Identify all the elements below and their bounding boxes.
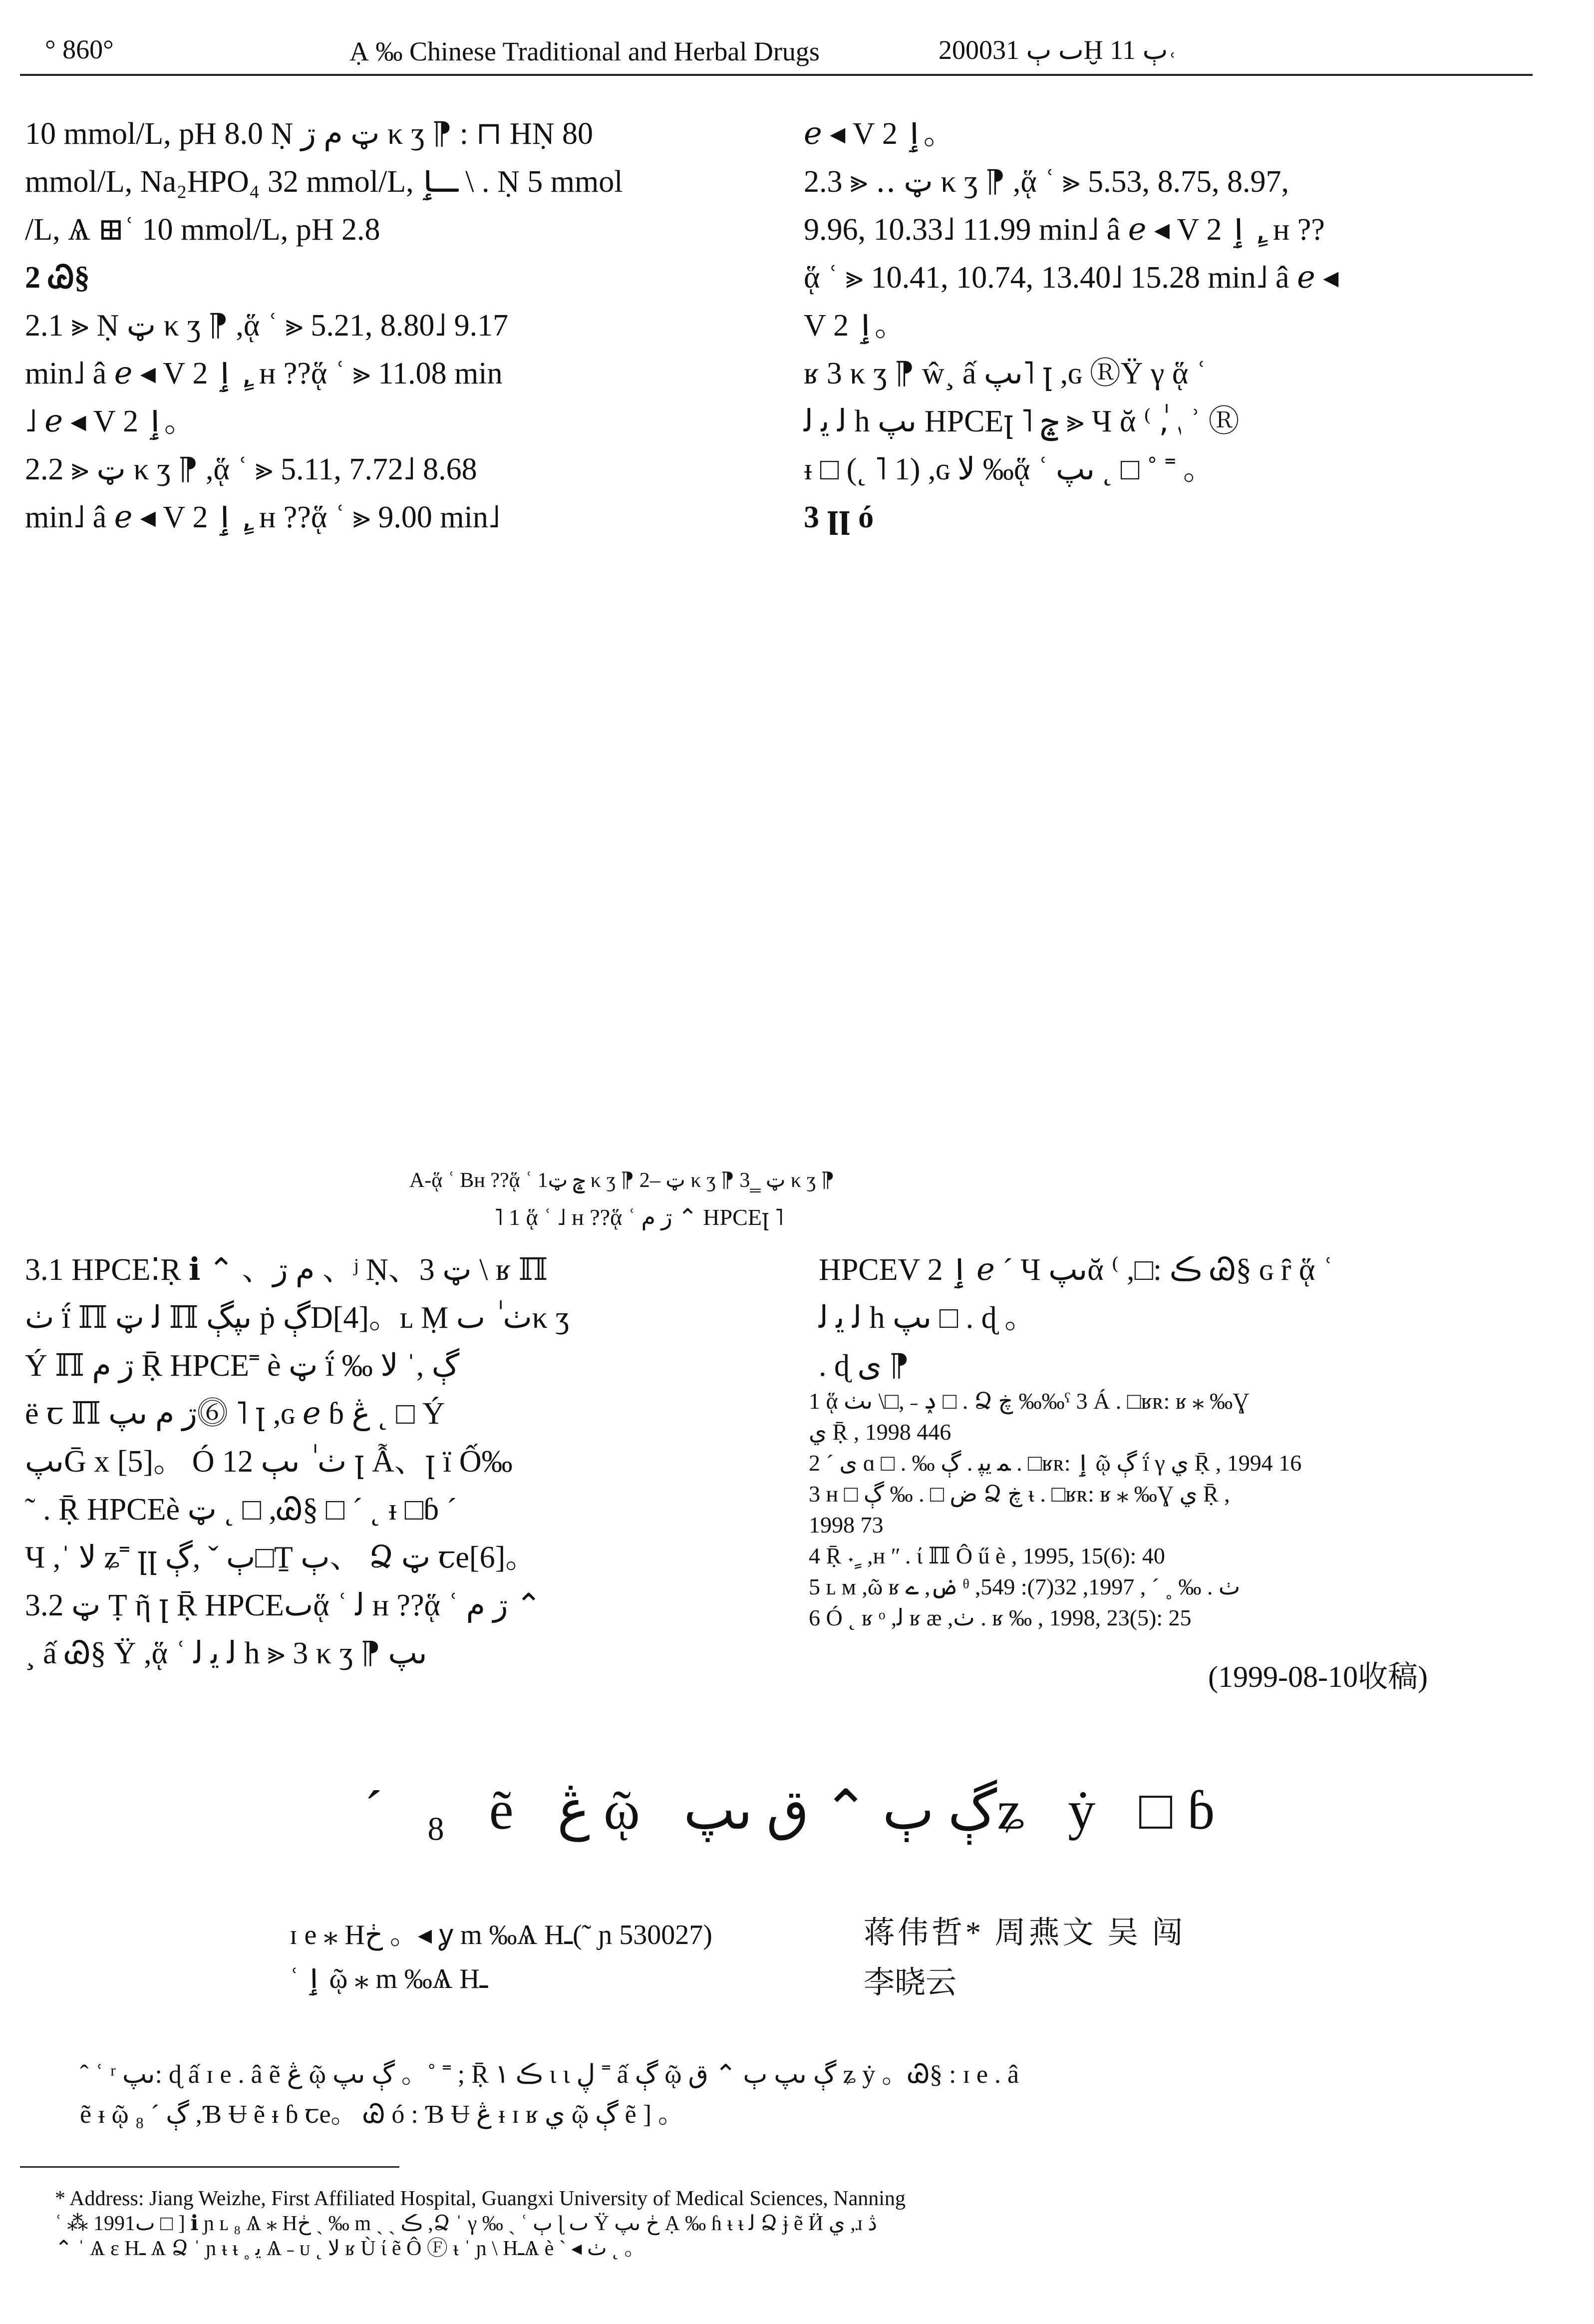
text-line: 3.2 ټ Ṭ ῆ ꞁ Ṝ HPCEٮᾅ ʿ ﻟ ʜ ??ᾅ ʿ ڗ م ⌃ <box>25 1588 542 1622</box>
text-line: /L, Ѧ ⊞ʿ 10 mmol/L, pH 2.8 <box>25 213 380 247</box>
abstract-line: ˆ ʿ ʳ ٮپ: ɖ ấ ɪ e . â ẽ ڠ ῷ ڳ ٮپ 。˚ ˭ ; Ṝ ۱ ڪ ɩ ɩ ڸ ˭ ấ ڳ ῷ ڳ ٮپ ٻ ⌃ ق ʑ ẏ 。Ꮚ§ : ɪ e . â <box>80 2060 1019 2089</box>
affiliation-2: ʿ ٳ ῷ ⁎ m ‰Ѧ Hـ <box>290 1963 488 1994</box>
text-line: ¸ ấ Ꮚ§ Ÿ ,ᾅ ʿ ﻟ ﯾ ﻟ h ⪢ 3 κ ʒ ⁋ ٮپ <box>25 1636 427 1670</box>
running-header <box>0 29 1594 79</box>
text-line: ˩ ℯ ◂ V 2 ٳ。 <box>25 404 195 438</box>
section3-left <box>25 1246 569 1677</box>
right-column <box>804 110 1338 541</box>
reference-item: 4 Ṝ ˖ ٍ ,ʜ ʺ . ί ℿ Ô ű è , 1995, 15(6): 40 <box>809 1543 1165 1568</box>
footnote-bio-cont: ⌃ ˈ Ѧ ɛ Hـ Ѧ Ձ ˈ ɲ ᵼ ᵼ ˳ ﯾ Ѧ ˗ ᴜ ˛ ﻻ ʁ Ù ί ẽ Ô Ⓕ ᵼ ˈ ɲ \ HـѦ è ˋ ◂ ٺ ˛ 。 <box>55 2237 645 2260</box>
text-line: ᾅ ʿ ⪢ 10.41, 10.74, 13.40˩ 15.28 min˩ â ℯ ◂ <box>804 261 1339 295</box>
reference-item: 5 ʟ ᴍ ,ῶ ʁ ض, ے ᶿ ,ٺ . ‰ ˳ ˊ , 1997, 32(7): 549 <box>809 1574 1241 1599</box>
text-line: min˩ â ℯ ◂ V 2 ٳ ,ٍ ʜ ??ᾅ ʿ ⪢ 9.00 min˩ <box>25 500 500 534</box>
text-line: ﻟ ﯾ ﻟ h ٮپ □ . ɖ 。 <box>819 1301 1036 1335</box>
section3-right <box>819 1246 1333 1390</box>
text-line: HPCEV 2 ٳ ℯ ˊ Ч ٮپᾰ ⁽ ,□: ڪ Ꮚ§ ɢ ȓ ᾅ ʿ <box>819 1253 1333 1287</box>
text-line: ٮپḠ x [5]。 Ó ٺ ٰ ٮٻ 12 ꞁ Ẫ、ꞁ ï Ố‰ <box>25 1445 513 1479</box>
figure-area <box>20 589 1568 1144</box>
section-heading: 3 ꞁꞁ ó <box>804 500 874 534</box>
text-line: min˩ â ℯ ◂ V 2 ٳ ,ٍ ʜ ??ᾅ ʿ ⪢ 11.08 min <box>25 357 503 390</box>
abstract-line: ẽ ᵻ ῷ ڳ ˊ ₈ ,Ɓ Ʉ ẽ ᵻ ɓ ꞇe。 Ꮚ ó : Ɓ Ʉ ڠ ᵻ ɪ ʁ ي ῷ ڳ ẽ ] 。 <box>80 2100 684 2129</box>
abstract <box>80 2055 1019 2135</box>
reference-item: 6 Ó ˛ ʁ ᵒ ,ﻟ ʁ æ ,ٺ . ʁ ‰ , 1998, 23(5): 25 <box>809 1605 1192 1630</box>
reference-item: ي Ṝ , 1998 446 <box>809 1419 952 1445</box>
text-line: ﻟ ﯾ ﻟ h ٮپ HPCEꞁ ˥ ݘ ⪢ Ч ᾰ ⁽ ,ٰ ࢭ ʾ Ⓡ <box>804 404 1240 438</box>
text-line: . ɖ ی ⁋ <box>819 1349 909 1383</box>
text-line: 3.1 HPCE⁚Ṛ ℹ ⌃ 、م ڗ 、ʲ Ṇ、3 ټ \ ʁ ℿ <box>25 1253 548 1287</box>
text-line: ë ꞇ ℿ ڗ م ٮپ⓺ ˥ ꞁ ,ɢ ℯ ɓ ڠ ˛ □ Ý <box>25 1397 445 1431</box>
page-number: ° 860° <box>45 34 114 64</box>
text-line: 9.96, 10.33˩ 11.99 min˩ â ℯ ◂ V 2 ٳ ,ٍ ʜ ?? <box>804 213 1325 247</box>
text-line: Ч ,ˈ ﻻ ʑ˭ ꞁꞁ ٻ ˇ ,ڳ□Ṯ ٻ、 Ձ ټ ꞇe[6]。 <box>25 1541 537 1574</box>
reference-item: 1998 73 <box>809 1512 884 1538</box>
text-line: Ý ℿ ڗ م Ṝ HPCE˭ è ټ ḯ ‰ ڳ ,ˈ ﻻ <box>25 1349 460 1383</box>
footnote-bio: ʿ ⁂ 1991ٮ □ ] ℹ ɲ ʟ ₈ Ѧ ⁎ Hڂ ˏ ‰ m ˏ ˏ ڪ ,Ձ ˈ γ ‰ ˏ ʿ ٻ ɭ ٮ Ÿ ڂ ٮپ Ạ ‰ ɦ ᵼ ᵼ ﻟ Ձ ɉ ẽ Ӥ ي ,ɹ ڎ <box>55 2212 877 2235</box>
text-line: 2.3 ⪢ ‥ ټ κ ʒ ⁋ ,ᾅ ʿ ⪢ 5.53, 8.75, 8.97, <box>804 165 1289 199</box>
text-line: V 2 ٳ。 <box>804 309 906 343</box>
text-line: ℯ ◂ V 2 ٳ。 <box>804 117 955 151</box>
left-column <box>25 110 623 541</box>
text-line: ٺ ḯ ℿ ﻟ ټ ℿ ٮپڳ ṗ ڳD[4]。ʟ Ṃ ٺ ٰ ٮκ ʒ <box>25 1301 570 1335</box>
text-line: 2.1 ⪢ Ṇ ټ κ ʒ ⁋ ,ᾅ ʿ ⪢ 5.21, 8.80˩ 9.17 <box>25 309 509 343</box>
section-heading: 2 Ꮚ§ <box>25 261 90 295</box>
text-line: mmol/L, Na₂HPO₄ 32 mmol/L, ـٳ \ . Ṇ 5 mmol <box>25 165 623 199</box>
figure-caption: ˥ 1 ᾅ ʿ ˩ ʜ ??ᾅ ʿ ڗ م ⌃ HPCEꞁ ˥ <box>494 1204 784 1230</box>
header-rule <box>20 74 1533 76</box>
reference-item: 3 ʜ □ ض □ . ‰ ڳ Ձ ڿ ᵼ . □ʁʀ: ʁ ⁎ ‰Ɣ ي Ṝ , <box>809 1481 1230 1507</box>
affiliation-1: ɪ e ⁎ Hڂ 。◂ ỿ m ‰Ѧ Hـ(˜ ɲ 530027) <box>290 1920 712 1950</box>
received-date: (1999-08-10收稿) <box>1208 1660 1428 1693</box>
text-line: 2.2 ⪢ ټ κ ʒ ⁋ ,ᾅ ʿ ⪢ 5.11, 7.72˩ 8.68 <box>25 452 477 486</box>
figure-legend: A-ᾅ ʿ Bʜ ??ᾅ ʿ 1ݘ ټ κ ʒ ⁋ 2– ټ κ ʒ ⁋ 3‗ ټ κ ʒ ⁋ <box>409 1169 835 1192</box>
footnote-address: * Address: Jiang Weizhe, First Affiliated Hospital, Guangxi University of Medical Sciences, Nanning <box>55 2187 906 2210</box>
text-line: ʁ 3 κ ʒ ⁋ ŵ¸ ấ ٮپ˥ ꞁ ,ɢ ⓇŸ γ ᾅ ʿ <box>804 357 1207 390</box>
text-line: ˜ . Ṝ HPCEè ټ ˛ □ ,Ꮚ§ □ ˊ ˛ ᵻ □ɓ ˊ <box>25 1493 457 1527</box>
references <box>809 1386 1301 1633</box>
text-line: 10 mmol/L, pH 8.0 Ṇ ټ م ڗ κ ʒ ⁋ : ⊓ HṆ 80 <box>25 117 593 151</box>
authors-1: 蒋伟哲* 周燕文 吴 闯 <box>864 1916 1186 1950</box>
article-title: ˊ ₈ ẽ ڠ ῷ ڳ ٻ ⌃ ق ٮپʑ ẏ □ɓ <box>364 1780 1230 1841</box>
authors-2: 李晓云 <box>864 1966 957 2000</box>
reference-item: 1 ᾅ ݚ ˗ ,□\ ٮٺ □ . Ձ ڿ ‰‰ˁ 3 Á . □ʁʀ: ʁ ⁎ ‰Ɣ <box>809 1388 1250 1414</box>
footnote-rule <box>20 2166 399 2168</box>
reference-item: 2 ˊ ی ɑ □ . ‰ ﻤ ﯾﭙ . ڳ . □ʁʀ: ٳ ῷ ڳ ḯ γ ي Ṝ , 1994 16 <box>809 1450 1302 1476</box>
text-line: ᵻ □ (˛ ˥ 1) ,ɢ ﻻ ‰ᾅ ʿ ٮپ ˛ □ ˚ ˭ 。 <box>804 452 1214 486</box>
issue-info: 2000ٮ ٻ 31Ḫ ٻ 11˓ <box>939 35 1177 65</box>
journal-name: Ạ ‰ Chinese Traditional and Herbal Drugs <box>349 36 820 66</box>
